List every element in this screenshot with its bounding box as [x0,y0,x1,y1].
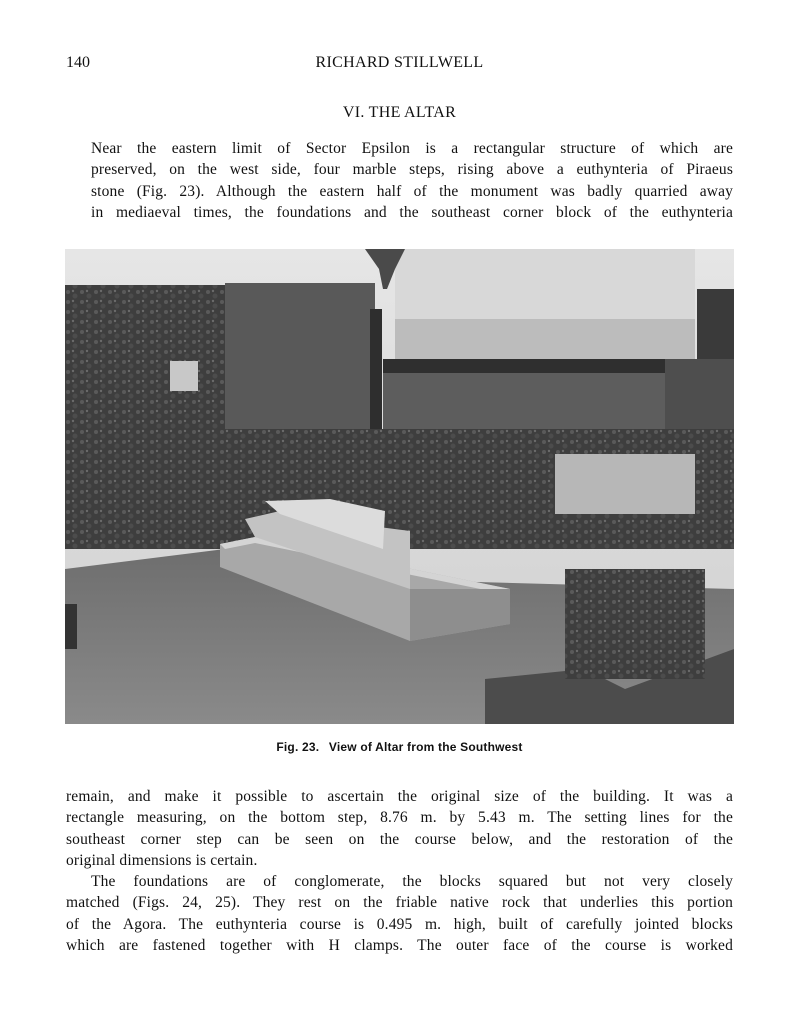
text-line: preserved, on the west side, four marble steps, rising above a euthynteria of Piraeus [91,161,733,179]
text-line: stone (Fig. 23). Although the eastern half of the monument was badly quarried away [91,182,733,200]
text-line: of the Agora. The euthynteria course is 0.495 m. high, built of carefully jointed blocks [66,915,733,933]
text-line: remain, and make it possible to ascertain the original size of the building. It was a [66,788,733,805]
text-line: in mediaeval times, the foundations and the southeast corner block of the euthynteria [91,203,733,221]
figure-label: Fig. 23. [276,740,320,754]
figure-caption-text: View of Altar from the Southwest [328,740,523,754]
paragraph-dimensions [66,786,733,871]
running-head: RICHARD STILLWELL [315,54,484,71]
page-header [66,54,733,78]
text-line: Near the eastern limit of Sector Epsilon is a rectangular structure of which are [91,140,733,157]
text-line: matched (Figs. 24, 25). They rest on the friable native rock that underlies this portion [66,894,733,912]
page-number: 140 [66,54,90,71]
paragraph-foundations [66,871,733,956]
paragraph-intro [66,138,733,223]
figure-caption [66,740,733,754]
text-line: which are fastened together with H clamps. The outer face of the course is worked [66,936,733,954]
text-line: southeast corner step can be seen on the course below, and the restoration of the [66,830,733,848]
document-page [66,0,733,1024]
section-title: VI. THE ALTAR [342,104,457,121]
text-line: original dimensions is certain. [66,851,258,869]
photo-illustration [65,249,734,724]
text-line: rectangle measuring, on the bottom step, 8.76 m. by 5.43 m. The setting lines for the [66,809,733,827]
altar-photograph [65,249,734,724]
text-line: The foundations are of conglomerate, the blocks squared but not very closely [91,873,733,890]
